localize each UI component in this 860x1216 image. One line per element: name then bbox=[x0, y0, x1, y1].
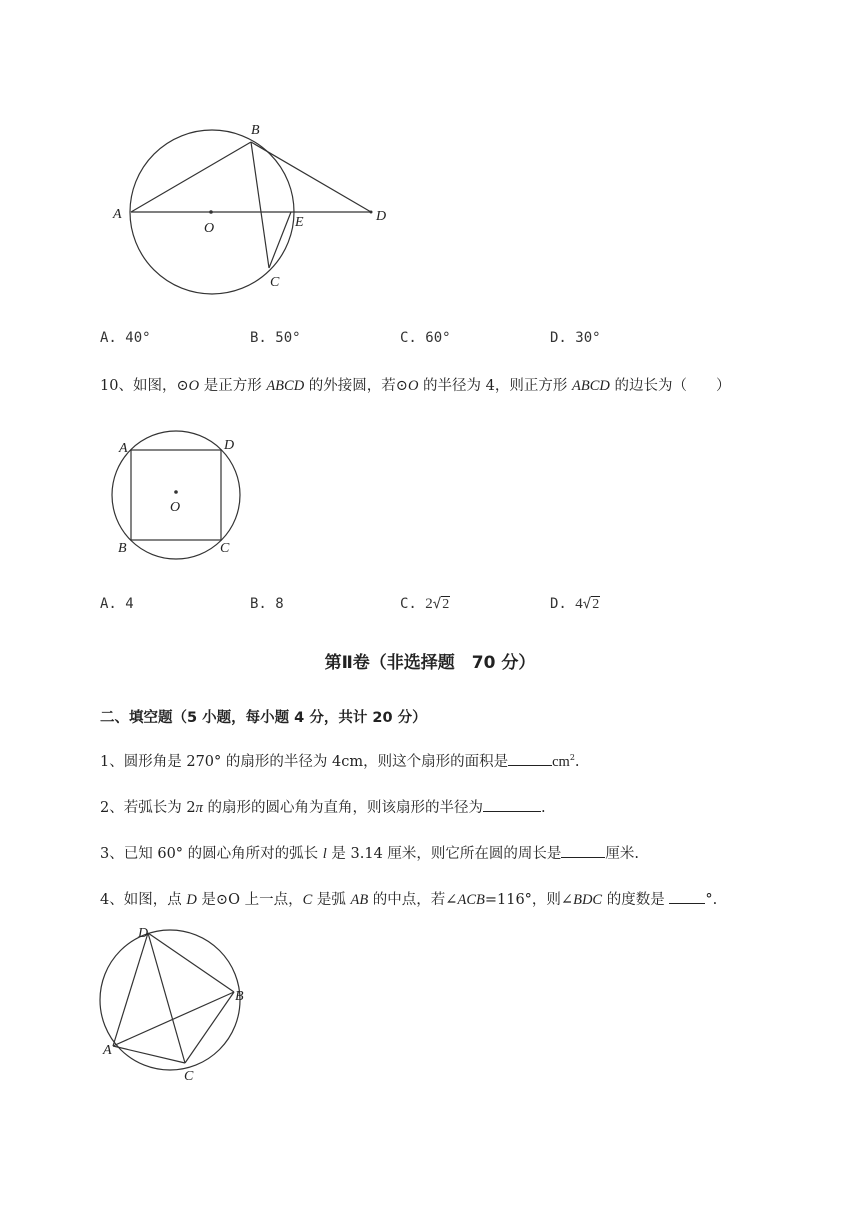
q10-part-4: 的半径为 4，则正方形 bbox=[418, 378, 572, 394]
fill-q2-end: . bbox=[540, 800, 546, 816]
section-title: 第Ⅱ卷（非选择题 70 分） bbox=[324, 653, 536, 673]
fill-q2 bbox=[100, 796, 546, 817]
fill-q1-unit: cm bbox=[552, 754, 570, 770]
q10-choice-d-coef: 4 bbox=[575, 596, 583, 612]
q10-part-3: 的外接圆，若⊙ bbox=[304, 378, 408, 394]
fill-q4-part-2: 是⊙O 上一点， bbox=[196, 892, 303, 908]
fill-q4-blank[interactable] bbox=[669, 889, 705, 904]
q9-choice-c[interactable]: C. 60° bbox=[400, 330, 451, 346]
label-c3: C bbox=[184, 1069, 194, 1084]
q10-choice-a[interactable]: A. 4 bbox=[100, 596, 134, 612]
fill-q2-pi: π bbox=[195, 800, 203, 816]
label-o: O bbox=[204, 221, 215, 236]
label-c: C bbox=[270, 275, 280, 290]
fill-q4-c: C bbox=[302, 892, 313, 908]
fill-q4-bdc: BDC bbox=[573, 892, 603, 908]
fill-q1 bbox=[100, 750, 580, 771]
line-dc bbox=[148, 933, 185, 1063]
fill-q4-part-4: 的中点，若∠ bbox=[368, 892, 458, 908]
label-b: B bbox=[251, 123, 260, 138]
line-ac3 bbox=[113, 1046, 185, 1063]
fill-q2-number: 2、 bbox=[100, 800, 124, 816]
fill-q3-number: 3、 bbox=[100, 846, 124, 862]
q10-abcd2: ABCD bbox=[571, 378, 610, 394]
fill-q2-blank[interactable] bbox=[483, 797, 541, 812]
line-ce bbox=[269, 212, 291, 268]
label-a3: A bbox=[103, 1043, 112, 1058]
q10-choice-b[interactable]: B. 8 bbox=[250, 596, 284, 612]
fill-q1-blank[interactable] bbox=[508, 751, 552, 766]
fill-q2-part-1: 若弧长为 2 bbox=[123, 800, 196, 816]
label-c2: C bbox=[220, 541, 230, 556]
fill-q3-part-2: 是 3.14 厘米，则它所在圆的周长是 bbox=[326, 846, 562, 862]
fill-q4-end: °. bbox=[705, 892, 718, 908]
q9-choice-d[interactable]: D. 30° bbox=[550, 330, 601, 346]
q10-part-1: 如图，⊙ bbox=[132, 378, 189, 394]
q10-text bbox=[100, 374, 730, 395]
q10-choice-c-radicand: 2 bbox=[442, 597, 450, 612]
label-a2: A bbox=[119, 441, 128, 456]
fill-q2-part-2: 的扇形的圆心角为直角，则该扇形的半径为 bbox=[202, 800, 483, 816]
label-b2: B bbox=[118, 541, 127, 556]
q10-choice-c-prefix: C. bbox=[400, 596, 417, 612]
fill-q4-part-6: 的度数是 bbox=[602, 892, 665, 908]
label-o2: O bbox=[170, 500, 181, 515]
label-b3: B bbox=[235, 989, 244, 1004]
label-d: D bbox=[376, 209, 387, 224]
label-d3: D bbox=[138, 926, 149, 941]
point-d-dot bbox=[370, 211, 373, 214]
q10-o1: O bbox=[188, 378, 200, 394]
q10-o2: O bbox=[407, 378, 419, 394]
fill-q4-acb: ACB bbox=[457, 892, 485, 908]
figure-square-in-circle bbox=[100, 430, 260, 560]
q10-abcd1: ABCD bbox=[266, 378, 305, 394]
label-a: A bbox=[113, 207, 122, 222]
q10-part-2: 是正方形 bbox=[199, 378, 267, 394]
q10-choice-d-radicand: 2 bbox=[592, 597, 600, 612]
fill-q4-number: 4、 bbox=[100, 892, 124, 908]
fill-q4-part-1: 如图，点 bbox=[123, 892, 187, 908]
line-bc bbox=[251, 142, 269, 268]
center-dot-2 bbox=[174, 490, 178, 494]
q10-choice-d[interactable] bbox=[550, 596, 600, 613]
fill-q3 bbox=[100, 842, 639, 863]
fill-q4-ab: AB bbox=[350, 892, 369, 908]
line-da bbox=[113, 933, 148, 1046]
line-db bbox=[148, 933, 234, 992]
figure-circle-tangent bbox=[100, 110, 420, 310]
q9-choice-b[interactable]: B. 50° bbox=[250, 330, 301, 346]
q10-choice-c-coef: 2 bbox=[425, 596, 433, 612]
fill-q4-part-3: 是弧 bbox=[312, 892, 351, 908]
fill-q4-d: D bbox=[186, 892, 197, 908]
q10-part-5: 的边长为（ ） bbox=[609, 378, 731, 394]
q10-choice-c[interactable] bbox=[400, 596, 450, 613]
q10-choice-d-prefix: D. bbox=[550, 596, 567, 612]
fill-in-subhead: 二、填空题（5 小题，每小题 4 分，共计 20 分） bbox=[100, 710, 427, 726]
fill-q1-part-1: 圆形角是 270° 的扇形的半径为 4cm，则这个扇形的面积是 bbox=[123, 754, 509, 770]
fill-q3-l: l bbox=[322, 846, 327, 862]
circle-3 bbox=[100, 930, 240, 1070]
fill-q3-part-1: 已知 60° 的圆心角所对的弧长 bbox=[123, 846, 323, 862]
figure-cyclic-quadrilateral bbox=[95, 920, 255, 1085]
label-e: E bbox=[295, 215, 304, 230]
q10-number: 10、 bbox=[100, 378, 133, 394]
fill-q1-sup: 2 bbox=[569, 753, 575, 763]
line-ab bbox=[131, 142, 251, 212]
fill-q4-part-5: =116°，则∠ bbox=[484, 892, 574, 908]
line-bd bbox=[251, 142, 371, 212]
center-dot bbox=[209, 210, 213, 214]
fill-q4 bbox=[100, 888, 717, 909]
label-d2: D bbox=[224, 438, 235, 453]
fill-q3-end: 厘米. bbox=[605, 846, 640, 862]
fill-q1-number: 1、 bbox=[100, 754, 124, 770]
q9-choice-a[interactable]: A. 40° bbox=[100, 330, 151, 346]
q10-choice-d-sqrt: √2 bbox=[582, 596, 600, 612]
q10-choice-c-sqrt: √2 bbox=[432, 596, 450, 612]
fill-q3-blank[interactable] bbox=[561, 843, 605, 858]
square-abcd bbox=[131, 450, 221, 540]
fill-q1-end: . bbox=[574, 754, 580, 770]
